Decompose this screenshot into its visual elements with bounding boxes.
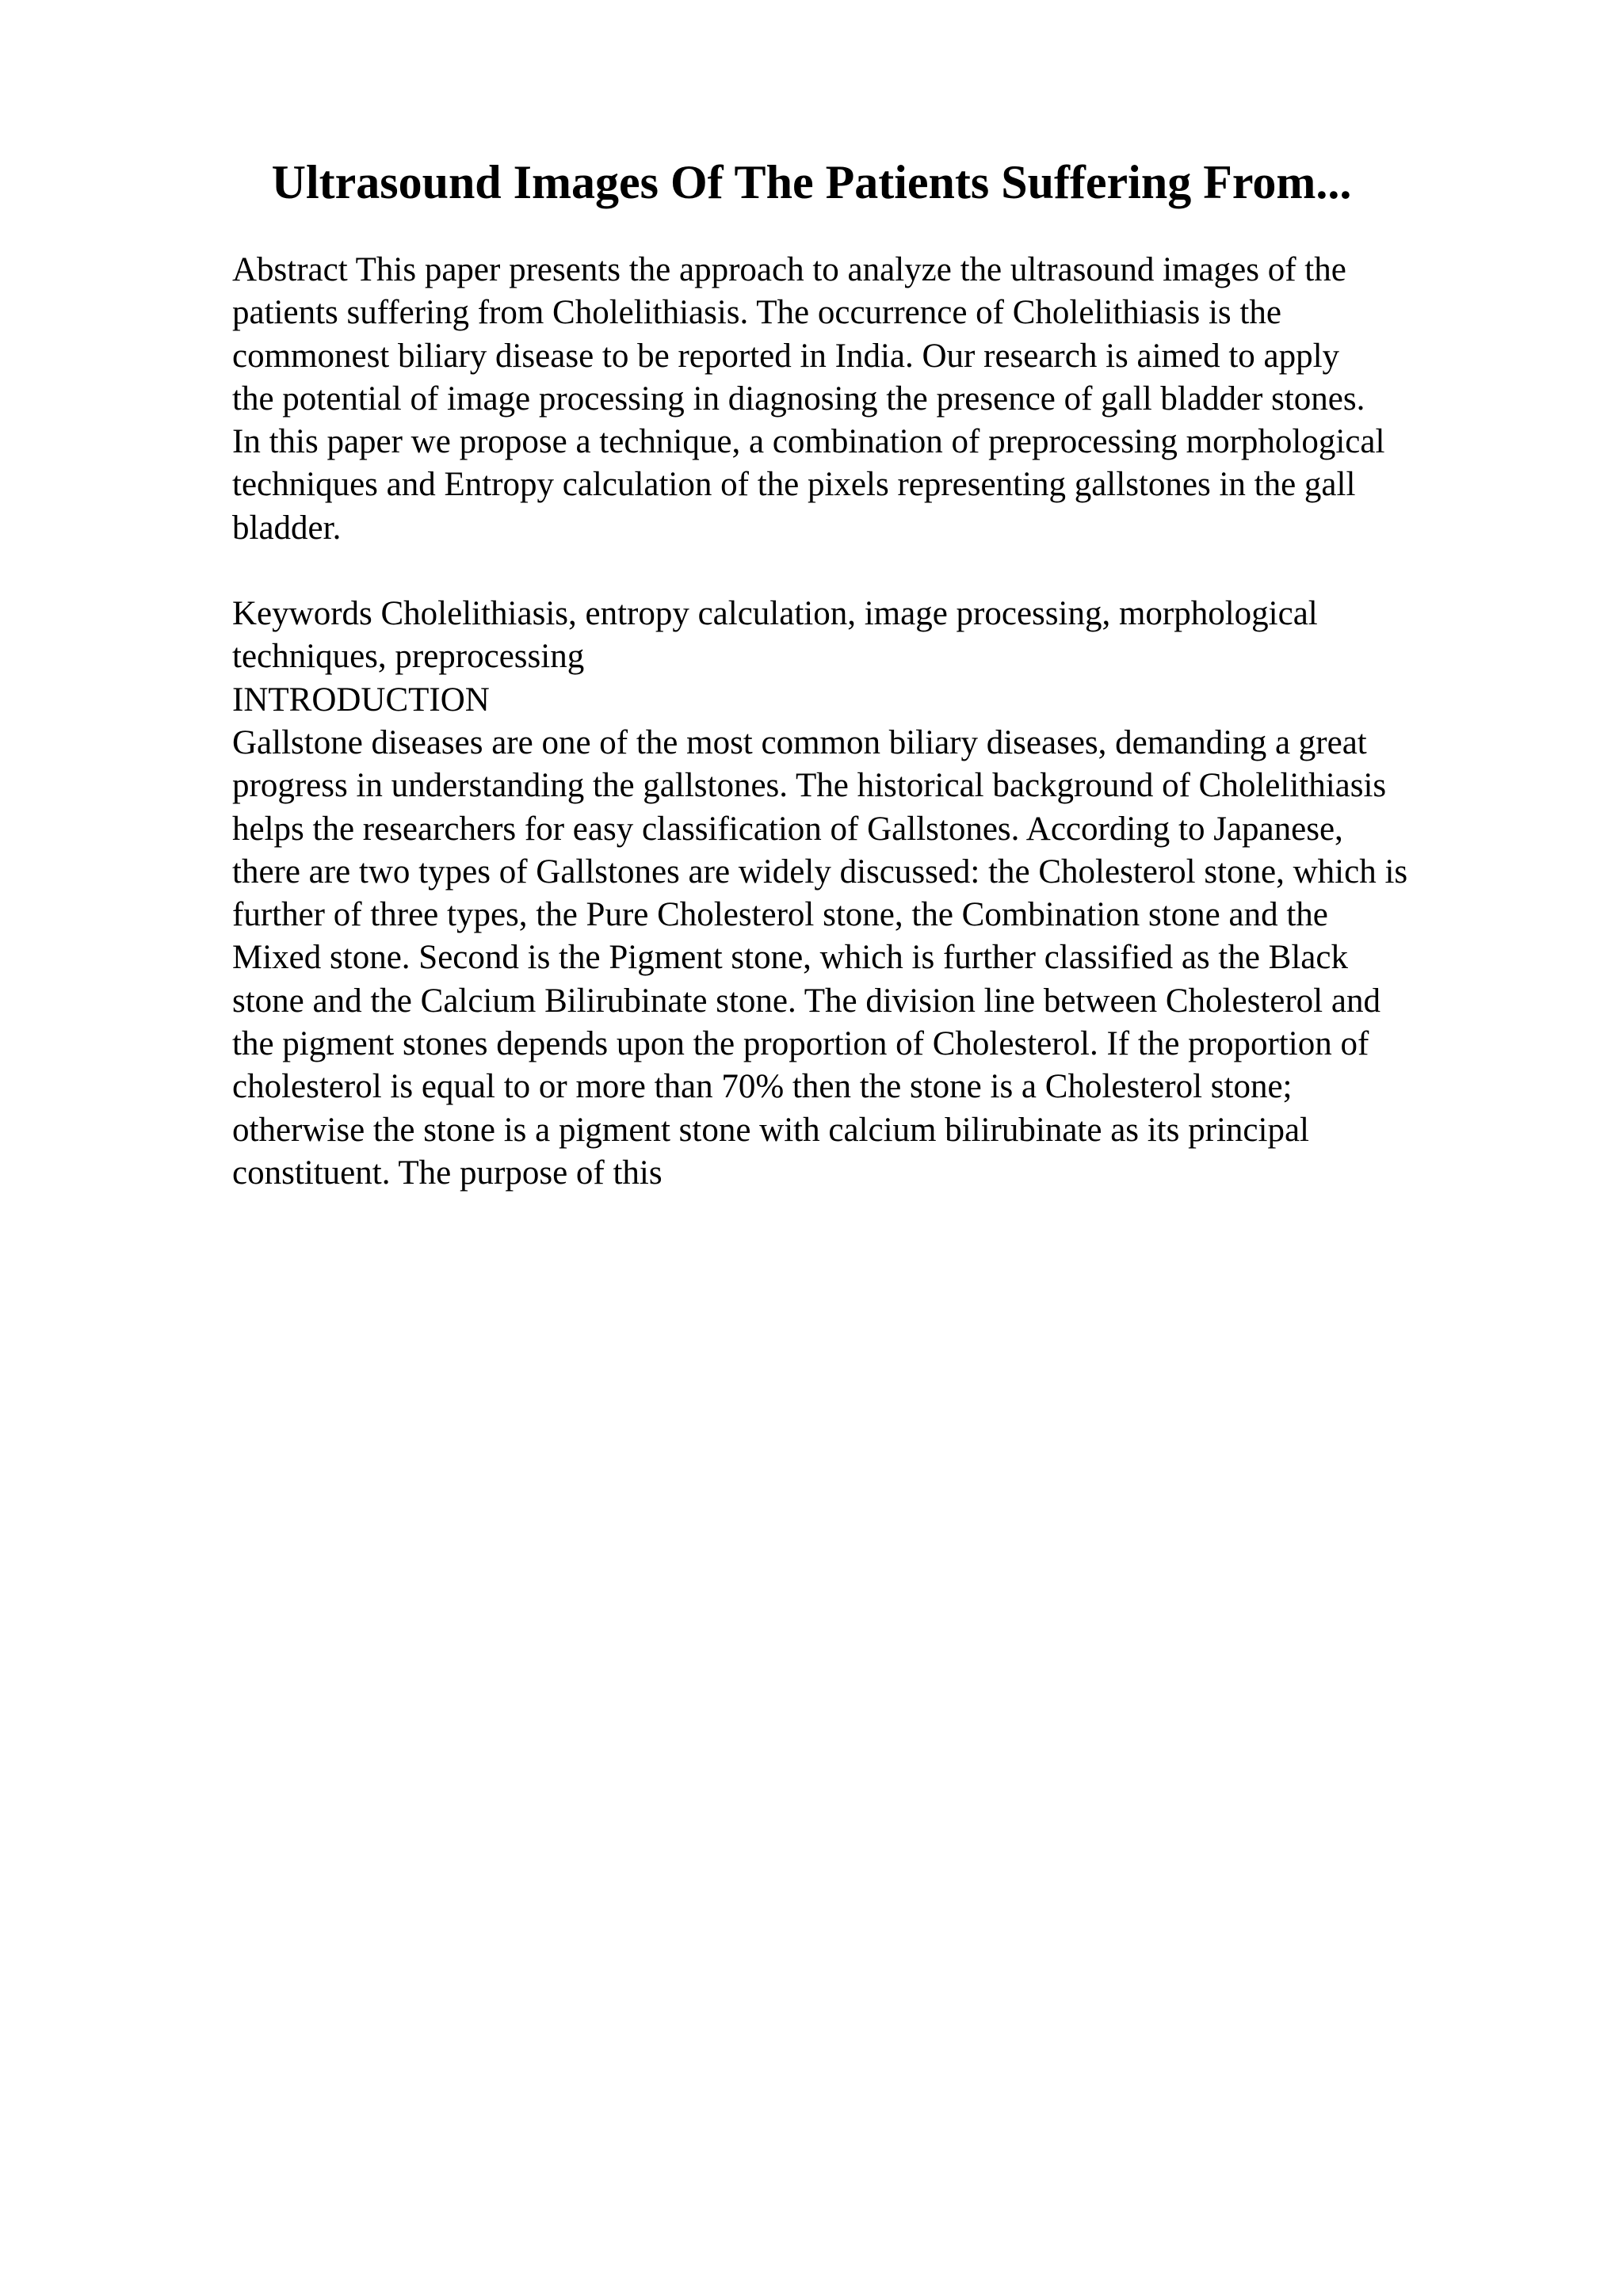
introduction-line: Gallstone diseases are one of the most common biliary diseases, demanding a great [232, 724, 1367, 761]
introduction-line: there are two types of Gallstones are widely discussed: the Cholesterol stone, which is [232, 852, 1408, 891]
introduction-line: cholesterol is equal to or more than 70% then the stone is a Cholesterol stone; [232, 1068, 1293, 1106]
introduction-line: progress in understanding the gallstones. The historical background of Cholelithiasis [232, 767, 1387, 805]
introduction-heading [232, 679, 1516, 722]
introduction-line: Mixed stone. Second is the Pigment stone, which is further classified as the Black [232, 939, 1348, 977]
introduction-line: the pigment stones depends upon the proportion of Cholesterol. If the proportion of [232, 1025, 1369, 1063]
introduction-paragraph [232, 722, 1516, 1195]
abstract-line: patients suffering from Cholelithiasis. The occurrence of Cholelithiasis is the [232, 294, 1281, 332]
keywords-line: Keywords Cholelithiasis, entropy calculation, image processing, morphological [232, 595, 1318, 632]
introduction-line: further of three types, the Pure Cholesterol stone, the Combination stone and the [232, 896, 1328, 934]
introduction-line: helps the researchers for easy classification of Gallstones. According to Japanese, [232, 810, 1343, 848]
introduction-line: constituent. The purpose of this [232, 1154, 663, 1192]
keywords-line: techniques, preprocessing [232, 638, 585, 676]
abstract-line: commonest biliary disease to be reported in India. Our research is aimed to apply [232, 337, 1340, 375]
abstract-paragraph [232, 249, 1516, 550]
introduction-line: otherwise the stone is a pigment stone with calcium bilirubinate as its principal [232, 1111, 1309, 1149]
abstract-line: bladder. [232, 509, 342, 547]
abstract-line: In this paper we propose a technique, a combination of preprocessing morphological [232, 423, 1385, 461]
abstract-line: the potential of image processing in diagnosing the presence of gall bladder stones. [232, 379, 1365, 418]
abstract-line: techniques and Entropy calculation of the pixels representing gallstones in the gall [232, 466, 1356, 504]
keywords-paragraph [232, 593, 1516, 679]
introduction-heading-text: INTRODUCTION [232, 681, 490, 719]
document-title: Ultrasound Images Of The Patients Suffering From... [271, 156, 1352, 208]
introduction-line: stone and the Calcium Bilirubinate stone. The division line between Cholesterol and [232, 982, 1381, 1020]
abstract-line: Abstract This paper presents the approach to analyze the ultrasound images of the [232, 251, 1346, 288]
